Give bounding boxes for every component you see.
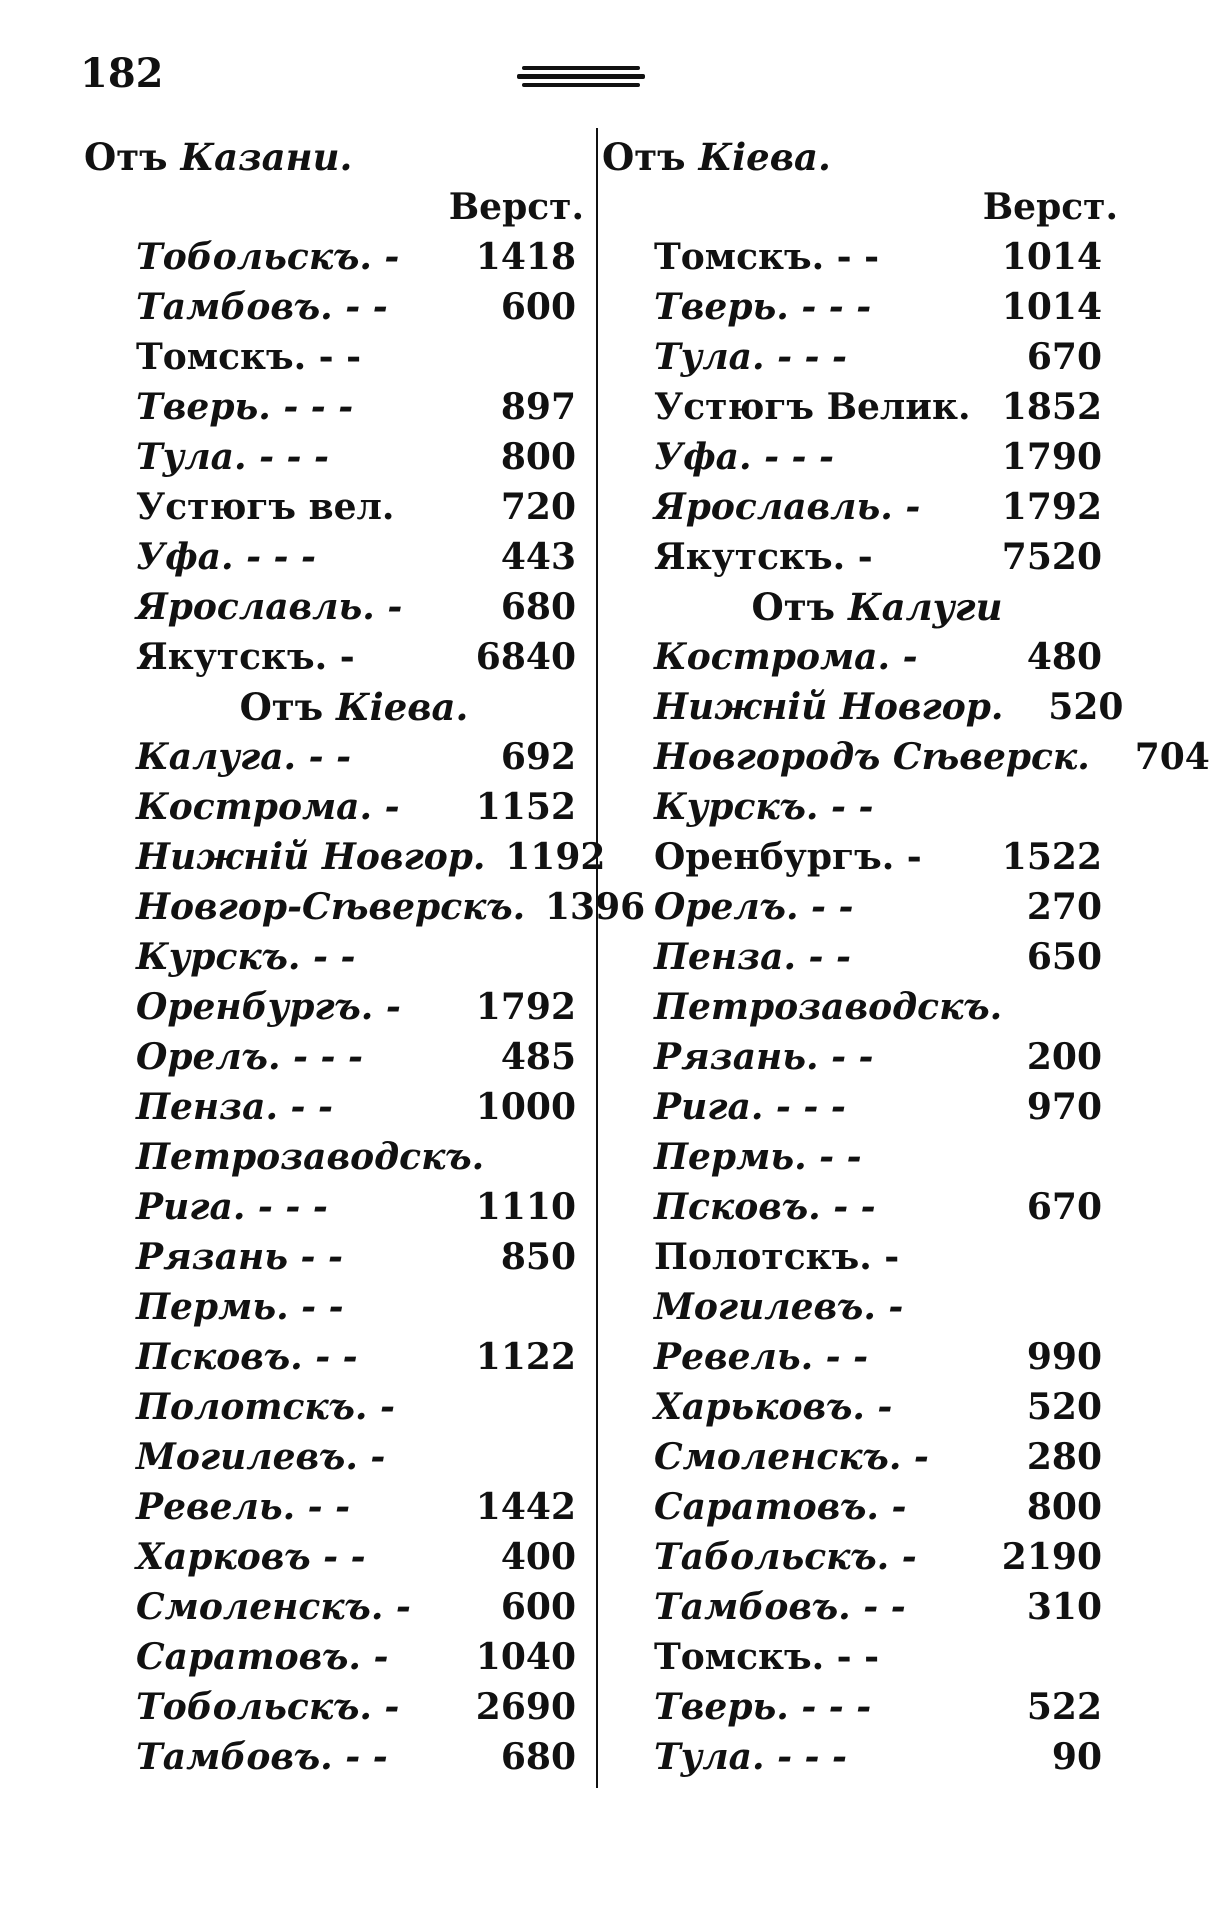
table-row — [602, 332, 1112, 382]
left-verst-header: Верст. — [448, 186, 584, 228]
table-row — [602, 1032, 1112, 1082]
place-name: Харковъ - - — [136, 1536, 366, 1578]
distance-value: 970 — [1026, 1086, 1102, 1128]
place-name: Пенза. - - — [654, 936, 851, 978]
table-row — [84, 432, 584, 482]
distance-value: 280 — [1026, 1436, 1102, 1478]
left-sub-header — [84, 682, 584, 732]
place-name: Якутскъ. - — [654, 536, 873, 578]
table-row — [84, 282, 584, 332]
page-number: 182 — [80, 50, 164, 97]
table-row — [84, 632, 584, 682]
place-name: Петрозаводскъ. — [136, 1136, 485, 1178]
distance-value: 670 — [1026, 336, 1102, 378]
distance-value: 1000 — [475, 1086, 576, 1128]
table-row — [602, 432, 1112, 482]
distance-value: 1014 — [1001, 236, 1102, 278]
distance-value: 704 — [1134, 736, 1210, 778]
distance-value: 2690 — [475, 1686, 576, 1728]
table-row — [84, 982, 584, 1032]
table-row — [602, 682, 1124, 732]
place-name: Нижній Новгор. — [654, 686, 1004, 728]
distance-value: 897 — [500, 386, 576, 428]
distance-value: 1522 — [1001, 836, 1102, 878]
place-name: Томскъ. - - — [654, 236, 880, 278]
distance-value: 720 — [500, 486, 576, 528]
distance-value: 522 — [1026, 1686, 1102, 1728]
distance-value: 1152 — [475, 786, 576, 828]
place-name: Табольскъ. - — [654, 1536, 917, 1578]
distance-value: 270 — [1026, 886, 1102, 928]
table-row — [84, 1232, 584, 1282]
table-row — [602, 982, 1112, 1032]
distance-value: 800 — [500, 436, 576, 478]
place-name: Харьковъ. - — [654, 1386, 893, 1428]
place-name: Тамбовъ. - - — [136, 286, 388, 328]
distance-value: 692 — [500, 736, 576, 778]
table-row — [602, 632, 1112, 682]
table-row — [84, 582, 584, 632]
left-rows-2 — [84, 732, 646, 1782]
place-name: Петрозаводскъ. — [654, 986, 1003, 1028]
left-sub-from: Отъ — [239, 685, 324, 729]
place-name: Рига. - - - — [654, 1086, 846, 1128]
distance-value: 650 — [1026, 936, 1102, 978]
table-row — [84, 382, 584, 432]
table-row — [84, 1332, 584, 1382]
place-name: Тамбовъ. - - — [136, 1736, 388, 1778]
table-row — [84, 1682, 584, 1732]
place-name: Тобольскъ. - — [136, 236, 400, 278]
table-row — [84, 1632, 584, 1682]
distance-value: 7520 — [1001, 536, 1102, 578]
distance-value: 520 — [1048, 686, 1124, 728]
place-name: Якутскъ. - — [136, 636, 355, 678]
place-name: Устюгъ вел. — [136, 486, 395, 528]
table-row — [84, 1082, 584, 1132]
distance-value: 600 — [500, 286, 576, 328]
right-title-from: Отъ — [602, 135, 686, 179]
left-column-title — [84, 132, 584, 182]
table-row — [84, 1132, 584, 1182]
distance-value: 2190 — [1001, 1536, 1102, 1578]
place-name: Пермь. - - — [654, 1136, 862, 1178]
distance-value: 1014 — [1001, 286, 1102, 328]
table-row — [602, 1082, 1112, 1132]
table-row — [602, 1482, 1112, 1532]
distance-value: 1792 — [1001, 486, 1102, 528]
distance-value: 1442 — [475, 1486, 576, 1528]
table-row — [602, 232, 1112, 282]
distance-value: 680 — [500, 586, 576, 628]
place-name: Пермь. - - — [136, 1286, 344, 1328]
distance-value: 1418 — [475, 236, 576, 278]
distance-value: 200 — [1026, 1036, 1102, 1078]
place-name: Устюгъ Велик. — [654, 386, 971, 428]
right-column-title — [602, 132, 1112, 182]
distance-value: 850 — [500, 1236, 576, 1278]
table-row — [84, 332, 584, 382]
right-column — [602, 132, 1210, 1782]
table-row — [602, 1732, 1112, 1782]
distance-value: 1790 — [1001, 436, 1102, 478]
table-row — [602, 1682, 1112, 1732]
table-row — [84, 232, 584, 282]
place-name: Рязань. - - — [654, 1036, 874, 1078]
right-sub-header — [602, 582, 1112, 632]
distance-value: 1040 — [475, 1636, 576, 1678]
right-verst-header: Верст. — [982, 186, 1118, 228]
place-name: Могилевъ. - — [136, 1436, 386, 1478]
place-name: Тула. - - - — [654, 336, 847, 378]
table-row — [602, 732, 1210, 782]
distance-value: 310 — [1026, 1586, 1102, 1628]
place-name: Томскъ. - - — [136, 336, 362, 378]
left-sub-city: Кіева. — [336, 685, 469, 729]
place-name: Новгор-Сѣверскъ. — [136, 886, 526, 928]
distance-value: 1110 — [475, 1186, 576, 1228]
place-name: Тамбовъ. - - — [654, 1586, 906, 1628]
table-row — [602, 1182, 1112, 1232]
table-row — [602, 1582, 1112, 1632]
table-row — [84, 932, 584, 982]
place-name: Уфа. - - - — [654, 436, 834, 478]
right-sub-from: Отъ — [751, 585, 836, 629]
place-name: Рига. - - - — [136, 1186, 328, 1228]
distance-value: 600 — [500, 1586, 576, 1628]
left-column — [84, 132, 646, 1782]
left-title-from: Отъ — [84, 135, 168, 179]
table-row — [84, 1432, 584, 1482]
header-ornament — [517, 66, 645, 88]
place-name: Тула. - - - — [654, 1736, 847, 1778]
table-row — [602, 1132, 1112, 1182]
place-name: Тобольскъ. - — [136, 1686, 400, 1728]
distance-value: 1192 — [505, 836, 606, 878]
table-row — [84, 1282, 584, 1332]
distance-value: 90 — [1051, 1736, 1102, 1778]
table-row — [84, 1532, 584, 1582]
table-row — [602, 482, 1112, 532]
place-name: Тула. - - - — [136, 436, 329, 478]
place-name: Орелъ. - - — [654, 886, 854, 928]
distance-value: 990 — [1026, 1336, 1102, 1378]
place-name: Смоленскъ. - — [654, 1436, 929, 1478]
table-row — [84, 782, 584, 832]
distance-value: 443 — [500, 536, 576, 578]
table-row — [602, 1332, 1112, 1382]
distance-value: 1792 — [475, 986, 576, 1028]
table-row — [84, 732, 584, 782]
place-name: Смоленскъ. - — [136, 1586, 411, 1628]
place-name: Томскъ. - - — [654, 1636, 880, 1678]
table-row — [84, 1732, 584, 1782]
table-row — [602, 1282, 1112, 1332]
place-name: Орелъ. - - - — [136, 1036, 363, 1078]
table-row — [602, 1432, 1112, 1482]
place-name: Могилевъ. - — [654, 1286, 904, 1328]
distance-value: 800 — [1026, 1486, 1102, 1528]
distance-value: 6840 — [475, 636, 576, 678]
table-row — [602, 782, 1112, 832]
table-row — [84, 1182, 584, 1232]
table-row — [602, 832, 1112, 882]
distance-value: 480 — [1026, 636, 1102, 678]
table-row — [84, 1482, 584, 1532]
place-name: Курскъ. - - — [654, 786, 874, 828]
table-row — [602, 382, 1112, 432]
place-name: Оренбургъ. - — [654, 836, 922, 878]
place-name: Саратовъ. - — [136, 1636, 389, 1678]
table-row — [602, 282, 1112, 332]
place-name: Рязань - - — [136, 1236, 343, 1278]
distance-value: 680 — [500, 1736, 576, 1778]
place-name: Ярославль. - — [136, 586, 403, 628]
table-row — [602, 1232, 1112, 1282]
distance-value: 485 — [500, 1036, 576, 1078]
left-rows — [84, 232, 584, 682]
right-title-city: Кіева. — [698, 135, 831, 179]
table-row — [602, 1532, 1112, 1582]
place-name: Тверь. - - - — [654, 286, 872, 328]
table-row — [602, 1382, 1112, 1432]
place-name: Нижній Новгор. — [136, 836, 486, 878]
distance-value: 400 — [500, 1536, 576, 1578]
table-row — [84, 832, 606, 882]
place-name: Полотскъ. - — [136, 1386, 395, 1428]
column-divider — [596, 128, 598, 1788]
place-name: Ярославль. - — [654, 486, 921, 528]
right-sub-city: Калуги — [847, 585, 1003, 629]
place-name: Полотскъ. - — [654, 1236, 900, 1278]
right-rows — [602, 232, 1112, 582]
distance-value: 520 — [1026, 1386, 1102, 1428]
place-name: Курскъ. - - — [136, 936, 356, 978]
table-row — [84, 1382, 584, 1432]
table-row — [84, 532, 584, 582]
table-row — [84, 482, 584, 532]
place-name: Тверь. - - - — [654, 1686, 872, 1728]
distance-value: 1852 — [1001, 386, 1102, 428]
table-row — [602, 882, 1112, 932]
right-rows-2 — [602, 632, 1210, 1782]
place-name: Ревель. - - — [654, 1336, 869, 1378]
place-name: Кострома. - — [654, 636, 918, 678]
place-name: Кострома. - — [136, 786, 400, 828]
distance-value: 1122 — [475, 1336, 576, 1378]
table-row — [602, 532, 1112, 582]
place-name: Ревель. - - — [136, 1486, 351, 1528]
distance-value: 1396 — [545, 886, 646, 928]
table-row — [602, 932, 1112, 982]
place-name: Оренбургъ. - — [136, 986, 401, 1028]
left-title-city: Казани. — [180, 135, 353, 179]
place-name: Калуга. - - — [136, 736, 352, 778]
table-row — [84, 1032, 584, 1082]
place-name: Псковъ. - - — [136, 1336, 358, 1378]
place-name: Псковъ. - - — [654, 1186, 876, 1228]
table-row — [84, 882, 646, 932]
table-row — [602, 1632, 1112, 1682]
place-name: Пенза. - - — [136, 1086, 333, 1128]
place-name: Уфа. - - - — [136, 536, 316, 578]
table-row — [84, 1582, 584, 1632]
place-name: Саратовъ. - — [654, 1486, 907, 1528]
place-name: Новгородъ Сѣверск. — [654, 736, 1090, 778]
distance-value: 670 — [1026, 1186, 1102, 1228]
place-name: Тверь. - - - — [136, 386, 354, 428]
